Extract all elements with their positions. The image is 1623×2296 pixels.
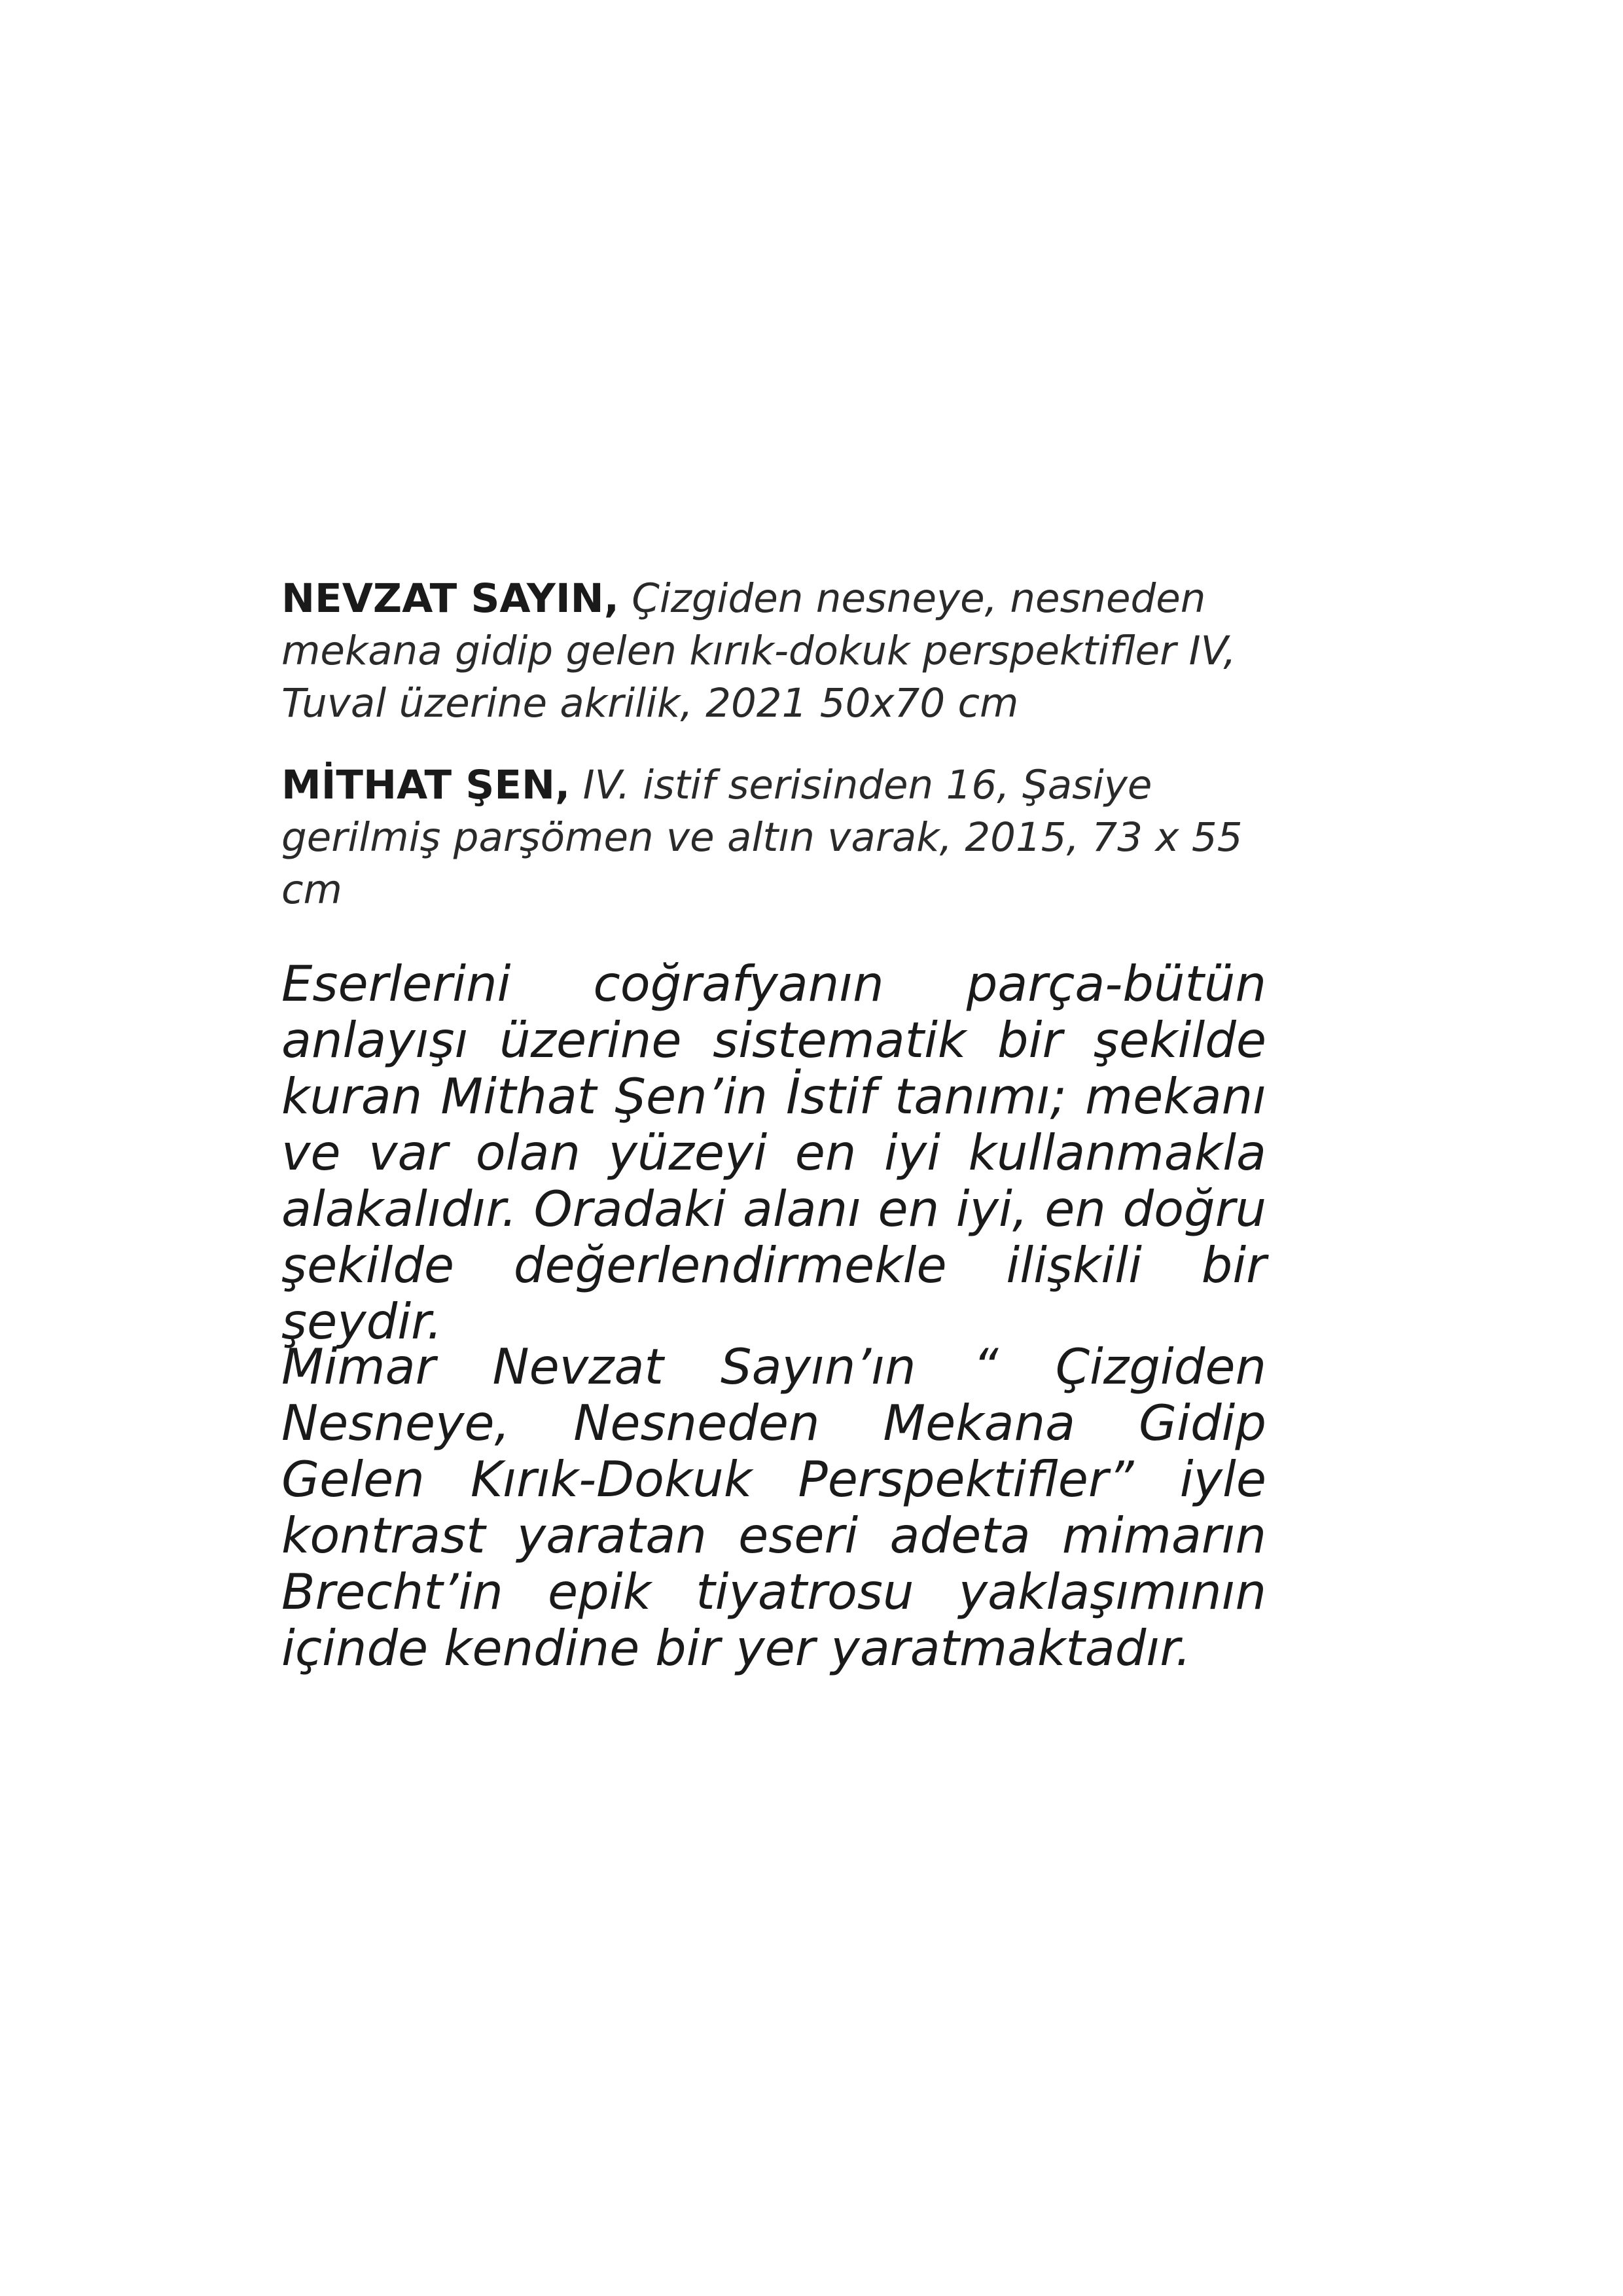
artist-name: MİTHAT ŞEN,: [281, 762, 571, 808]
body-paragraph-1: Eserlerini coğrafyanın parça-bütün anlayışı üzerine sistematik bir şekilde kuran Mithat Şen’in İstif tanımı; mekanı ve var olan yüzeyi en iyi kullanmakla alakalıdır. Oradaki alanı en iyi, en doğru şekilde değerlendirmekle ilişkili bir şeydir.: [281, 955, 1266, 1350]
artwork-details: IV. istif serisinden 16, Şasiye gerilmiş parşömen ve altın varak, 2015, 73 x 55 cm: [281, 762, 1243, 913]
body-paragraph-2: Mimar Nevzat Sayın’ın “ Çizgiden Nesneye, Nesneden Mekana Gidip Gelen Kırık-Dokuk Perspektifler” iyle kontrast yaratan eseri adeta mimarın Brecht’in epik tiyatrosu yaklaşımının içinde kendine bir yer yaratmaktadır.: [281, 1338, 1266, 1677]
artwork-details: Çizgiden nesneye, nesneden mekana gidip gelen kırık-dokuk perspektifler IV, Tuval üzerine akrilik, 2021 50x70 cm: [281, 575, 1236, 726]
artwork-caption-mithat-sen: [281, 759, 1266, 916]
artwork-caption-nevzat-sayin: [281, 573, 1266, 730]
artist-name: NEVZAT SAYIN,: [281, 575, 619, 622]
